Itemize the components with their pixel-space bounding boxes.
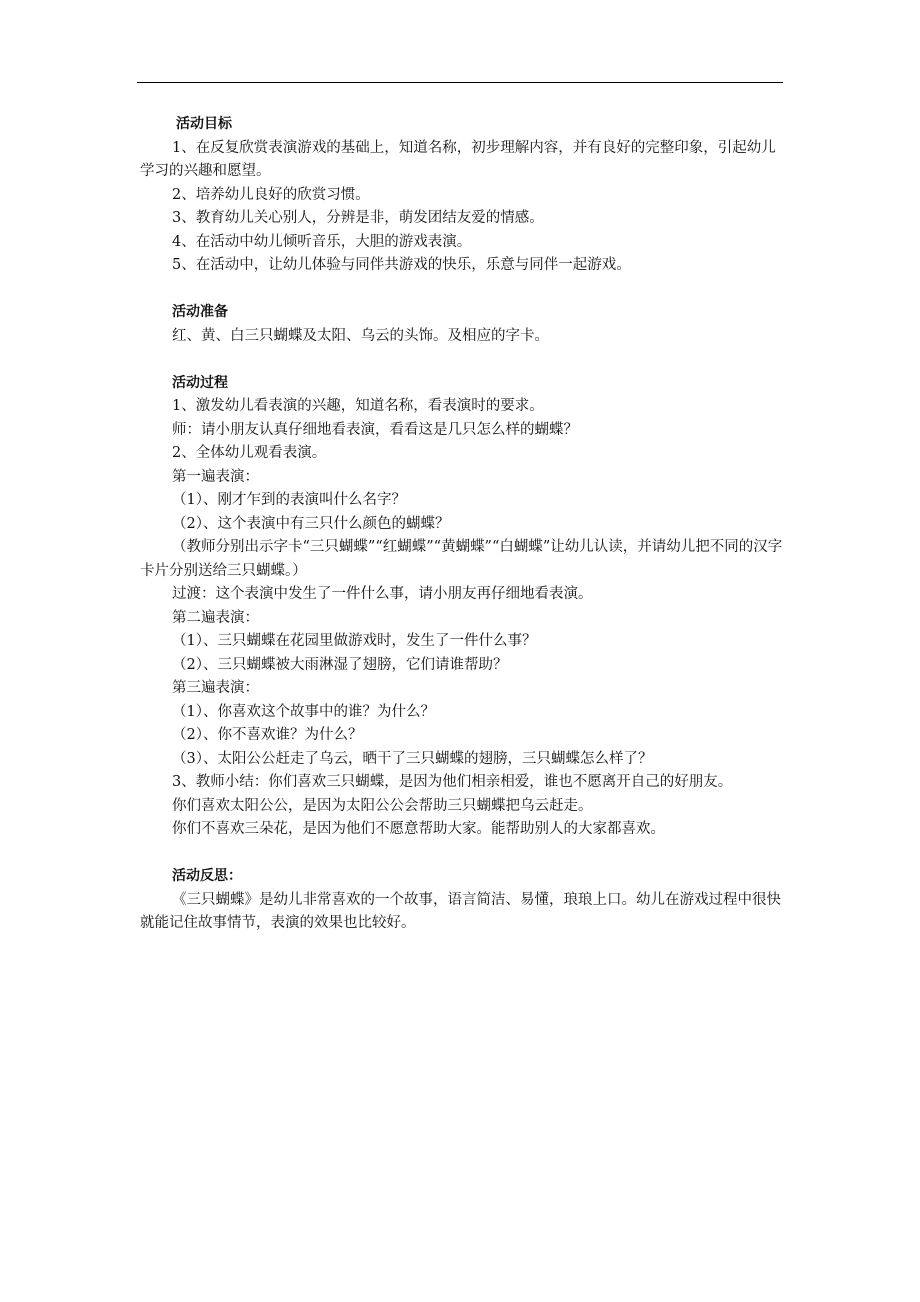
reflection-heading: 活动反思： bbox=[172, 868, 242, 884]
section-gap bbox=[140, 278, 785, 302]
process-line-10: （1）、三只蝴蝶在花园里做游戏时，发生了一件什么事？ bbox=[172, 633, 537, 649]
goals-line-2: 2、培养幼儿良好的欣赏习惯。 bbox=[172, 186, 370, 203]
process-line-7: （教师分别出示字卡“三只蝴蝶”“红蝴蝶”“黄蝴蝶”“白蝴蝶”让幼儿认读，并请幼儿把不同的汉字卡片分别送给三只蝴蝶。） bbox=[140, 539, 783, 579]
process-line-11: （2）、三只蝴蝶被大雨淋湿了翅膀，它们请谁帮助？ bbox=[172, 656, 508, 673]
process-line-5: （1）、刚才乍到的表演叫什么名字？ bbox=[172, 492, 406, 508]
reflection-line-1: 《三只蝴蝶》是幼儿非常喜欢的一个故事，语言简洁、易懂，琅琅上口。幼儿在游戏过程中很快就能记住故事情节，表演的效果也比较好。 bbox=[140, 891, 781, 931]
section-gap bbox=[140, 842, 785, 866]
process-line-16: 3、教师小结：你们喜欢三只蝴蝶，是因为他们相亲相爱，谁也不愿离开自己的好朋友。 bbox=[172, 774, 733, 790]
process-line-18: 你们不喜欢三朵花，是因为他们不愿意帮助大家。能帮助别人的大家都喜欢。 bbox=[172, 821, 665, 837]
process-line-2: 师：请小朋友认真仔细地看表演，看看这是几只怎么样的蝴蝶？ bbox=[172, 421, 578, 438]
header-rule bbox=[137, 82, 783, 83]
process-line-15: （3）、太阳公公赶走了乌云，晒干了三只蝴蝶的翅膀，三只蝴蝶怎么样了？ bbox=[172, 750, 653, 767]
process-line-17: 你们喜欢太阳公公，是因为太阳公公会帮助三只蝴蝶把乌云赶走。 bbox=[172, 797, 593, 814]
section-gap bbox=[140, 348, 785, 372]
process-line-9: 第二遍表演： bbox=[172, 609, 259, 626]
document-body bbox=[140, 113, 785, 936]
process-heading: 活动过程 bbox=[172, 374, 228, 391]
process-line-14: （2）、你不喜欢谁？为什么？ bbox=[172, 727, 363, 743]
process-line-3: 2、全体幼儿观看表演。 bbox=[172, 445, 327, 461]
process-line-4: 第一遍表演： bbox=[172, 468, 259, 485]
process-line-12: 第三遍表演： bbox=[172, 680, 259, 696]
goals-heading: 活动目标 bbox=[176, 116, 232, 132]
process-line-13: （1）、你喜欢这个故事中的谁？为什么？ bbox=[172, 703, 435, 720]
goals-line-4: 4、在活动中幼儿倾听音乐，大胆的游戏表演。 bbox=[172, 233, 472, 250]
preparation-heading: 活动准备 bbox=[172, 304, 228, 320]
goals-line-5: 5、在活动中，让幼儿体验与同伴共游戏的快乐，乐意与同伴一起游戏。 bbox=[172, 257, 631, 273]
process-line-6: （2）、这个表演中有三只什么颜色的蝴蝶？ bbox=[172, 515, 450, 532]
goals-line-1: 1、在反复欣赏表演游戏的基础上，知道名称，初步理解内容，并有良好的完整印象，引起幼儿学习的兴趣和愿望。 bbox=[140, 139, 776, 179]
process-line-1: 1、激发幼儿看表演的兴趣，知道名称，看表演时的要求。 bbox=[172, 398, 544, 414]
goals-line-3: 3、教育幼儿关心别人，分辨是非，萌发团结友爱的情感。 bbox=[172, 210, 544, 226]
process-line-8: 过渡：这个表演中发生了一件什么事，请小朋友再仔细地看表演。 bbox=[172, 586, 593, 602]
preparation-line-1: 红、黄、白三只蝴蝶及太阳、乌云的头饰。及相应的字卡。 bbox=[172, 327, 549, 344]
